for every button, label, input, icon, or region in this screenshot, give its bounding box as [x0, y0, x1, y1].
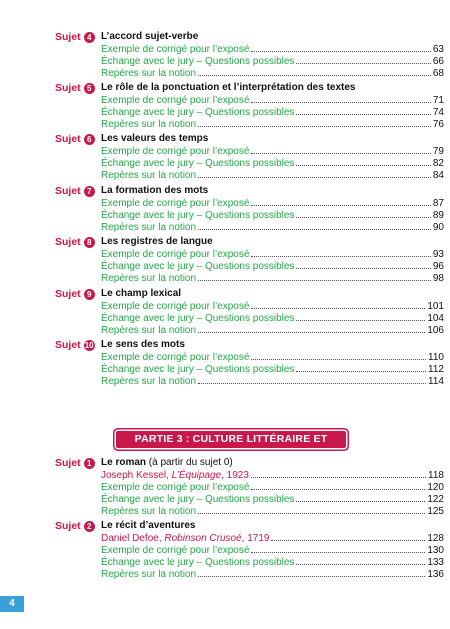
sujet-title: Le sens des mots [101, 339, 185, 350]
toc-line-echange[interactable]: Échange avec le jury – Questions possibles 89 [101, 210, 444, 221]
sujet-label: Sujet 10 [55, 339, 94, 351]
toc-line-echange[interactable]: Échange avec le jury – Questions possibles 133 [101, 557, 444, 568]
toc-line-echange[interactable]: Échange avec le jury – Questions possibles 112 [101, 364, 444, 375]
sujet-title: L’accord sujet-verbe [101, 31, 199, 42]
toc-line-work[interactable]: Joseph Kessel, L’Équipage, 1923 118 [101, 470, 444, 481]
toc-line-exemple[interactable]: Exemple de corrigé pour l’exposé 120 [101, 482, 444, 493]
toc-line-reperes[interactable]: Repères sur la notion 106 [101, 325, 444, 336]
toc-line-reperes[interactable]: Repères sur la notion 76 [101, 119, 444, 130]
toc-line-exemple[interactable]: Exemple de corrigé pour l’exposé 71 [101, 95, 444, 106]
sujet-number-badge: 8 [84, 237, 95, 248]
toc-line-echange[interactable]: Échange avec le jury – Questions possibles 74 [101, 107, 444, 118]
toc-line-reperes[interactable]: Repères sur la notion 98 [101, 273, 444, 284]
toc-line-echange[interactable]: Échange avec le jury – Questions possibles 82 [101, 158, 444, 169]
sujet-label: Sujet 8 [55, 236, 95, 248]
toc-line-echange[interactable]: Échange avec le jury – Questions possibles 96 [101, 261, 444, 272]
sujet-title: Le roman (à partir du sujet 0) [101, 457, 233, 468]
sujet-number-badge: 6 [84, 134, 95, 145]
page-number: 4 [0, 596, 24, 612]
sujet-number-badge: 4 [84, 32, 95, 43]
sujet-number-badge: 1 [84, 458, 95, 469]
toc-line-reperes[interactable]: Repères sur la notion 90 [101, 222, 444, 233]
toc-line-reperes[interactable]: Repères sur la notion 68 [101, 68, 444, 79]
sujet-label: Sujet 4 [55, 31, 95, 43]
sujet-title: Le champ lexical [101, 288, 182, 299]
sujet-title: La formation des mots [101, 185, 209, 196]
sujet-label: Sujet 7 [55, 185, 95, 197]
sujet-number-badge: 5 [84, 83, 95, 94]
sujet-label: Sujet 9 [55, 288, 95, 300]
toc-line-exemple[interactable]: Exemple de corrigé pour l’exposé 63 [101, 44, 444, 55]
toc-line-exemple[interactable]: Exemple de corrigé pour l’exposé 130 [101, 545, 444, 556]
toc-line-reperes[interactable]: Repères sur la notion 84 [101, 170, 444, 181]
toc-line-echange[interactable]: Échange avec le jury – Questions possibles 104 [101, 313, 444, 324]
toc-line-exemple[interactable]: Exemple de corrigé pour l’exposé 87 [101, 198, 444, 209]
sujet-title: Les valeurs des temps [101, 133, 209, 144]
sujet-label: Sujet 2 [55, 520, 95, 532]
sujet-number-badge: 7 [84, 186, 95, 197]
sujet-title: Les registres de langue [101, 236, 213, 247]
sujet-label: Sujet 5 [55, 82, 95, 94]
toc-line-echange[interactable]: Échange avec le jury – Questions possibles 122 [101, 494, 444, 505]
sujet-number-badge: 9 [84, 289, 95, 300]
sujet-label: Sujet 1 [55, 457, 95, 469]
toc-line-exemple[interactable]: Exemple de corrigé pour l’exposé 93 [101, 249, 444, 260]
toc-line-reperes[interactable]: Repères sur la notion 136 [101, 569, 444, 580]
toc-line-work[interactable]: Daniel Defoe, Robinson Crusoé, 1719 128 [101, 533, 444, 544]
toc-line-exemple[interactable]: Exemple de corrigé pour l’exposé 110 [101, 352, 444, 363]
sujet-number-badge: 10 [84, 340, 94, 350]
sujet-title: Le récit d’aventures [101, 520, 196, 531]
toc-line-exemple[interactable]: Exemple de corrigé pour l’exposé 79 [101, 146, 444, 157]
sujet-title: Le rôle de la ponctuation et l’interprétation des textes [101, 82, 356, 93]
toc-line-echange[interactable]: Échange avec le jury – Questions possibles 66 [101, 56, 444, 67]
toc-line-reperes[interactable]: Repères sur la notion 114 [101, 376, 444, 387]
toc-line-reperes[interactable]: Repères sur la notion 125 [101, 506, 444, 517]
sujet-number-badge: 2 [84, 521, 95, 532]
part-3-banner: PARTIE 3 : CULTURE LITTÉRAIRE ET ARTISTIQUE [116, 431, 346, 448]
sujet-label: Sujet 6 [55, 133, 95, 145]
toc-line-exemple[interactable]: Exemple de corrigé pour l’exposé 101 [101, 301, 444, 312]
